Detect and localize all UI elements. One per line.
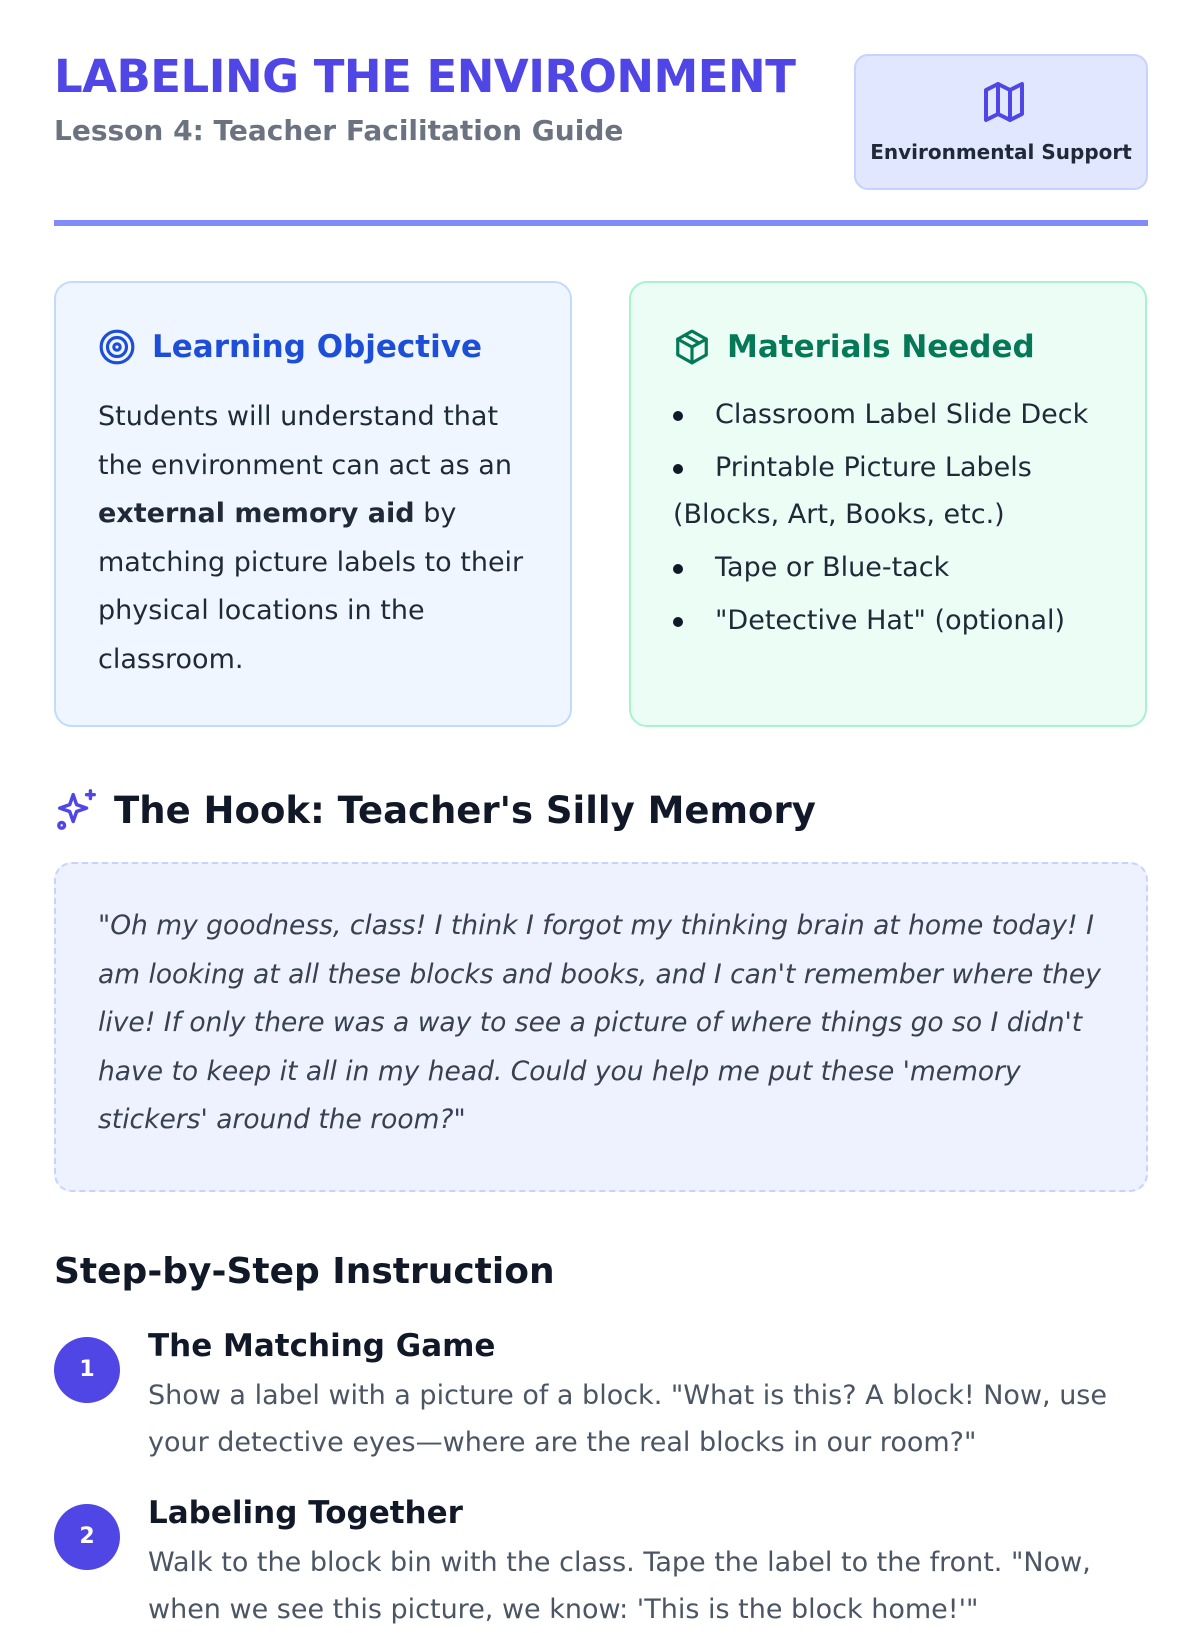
page-subtitle: Lesson 4: Teacher Facilitation Guide (54, 114, 624, 147)
learning-objective-card (54, 281, 572, 727)
step-description: Show a label with a picture of a block. "What is this? A block! Now, use your detective eyes—where are the real blocks in our room?" (148, 1380, 1107, 1458)
materials-list-item: "Detective Hat" (optional) (673, 597, 1105, 644)
step-number-badge: 2 (54, 1504, 120, 1570)
objective-text-bold: external memory aid (98, 498, 415, 529)
step-description: Walk to the block bin with the class. Tape the label to the front. "Now, when we see this picture, we know: 'This is the block home!'" (148, 1547, 1091, 1625)
materials-needed-title: Materials Needed (727, 329, 1035, 365)
badge-label: Environmental Support (870, 140, 1132, 164)
objective-text-after: by matching picture labels to their physical locations in the classroom. (98, 498, 524, 675)
header-divider (54, 220, 1148, 226)
learning-objective-title: Learning Objective (152, 329, 482, 365)
page-title: LABELING THE ENVIRONMENT (54, 50, 796, 103)
hook-section-header (54, 783, 816, 837)
materials-needed-card (629, 281, 1147, 727)
lesson-guide-page (54, 0, 1148, 1625)
box-icon (673, 328, 711, 366)
target-icon (98, 328, 136, 366)
materials-list (673, 391, 1105, 644)
map-icon (980, 78, 1028, 126)
step-number-badge: 1 (54, 1337, 120, 1403)
materials-needed-header (673, 325, 1105, 369)
hook-quote-box (54, 862, 1148, 1192)
sparkles-icon (54, 787, 100, 833)
materials-list-item: Tape or Blue-tack (673, 544, 1105, 591)
materials-list-item: Classroom Label Slide Deck (673, 391, 1105, 438)
steps-title: Step-by-Step Instruction (54, 1251, 555, 1292)
learning-objective-text (98, 393, 530, 684)
materials-list-item: Printable Picture Labels (Blocks, Art, Books, etc.) (673, 444, 1105, 538)
step-title: The Matching Game (148, 1328, 496, 1364)
page-header (54, 50, 1148, 200)
learning-objective-header (98, 325, 530, 369)
step-title: Labeling Together (148, 1495, 463, 1531)
objective-text-before: Students will understand that the environment can act as an (98, 401, 512, 481)
environmental-support-badge (854, 54, 1148, 190)
hook-quote: "Oh my goodness, class! I think I forgot my thinking brain at home today! I am looking at all these blocks and books, and I can't remember where they live! If only there was a way to see a picture of where things go so I didn't have to keep it all in my head. Could you help me put these 'memory stickers' around the room?" (98, 910, 1101, 1135)
hook-title: The Hook: Teacher's Silly Memory (114, 788, 816, 832)
